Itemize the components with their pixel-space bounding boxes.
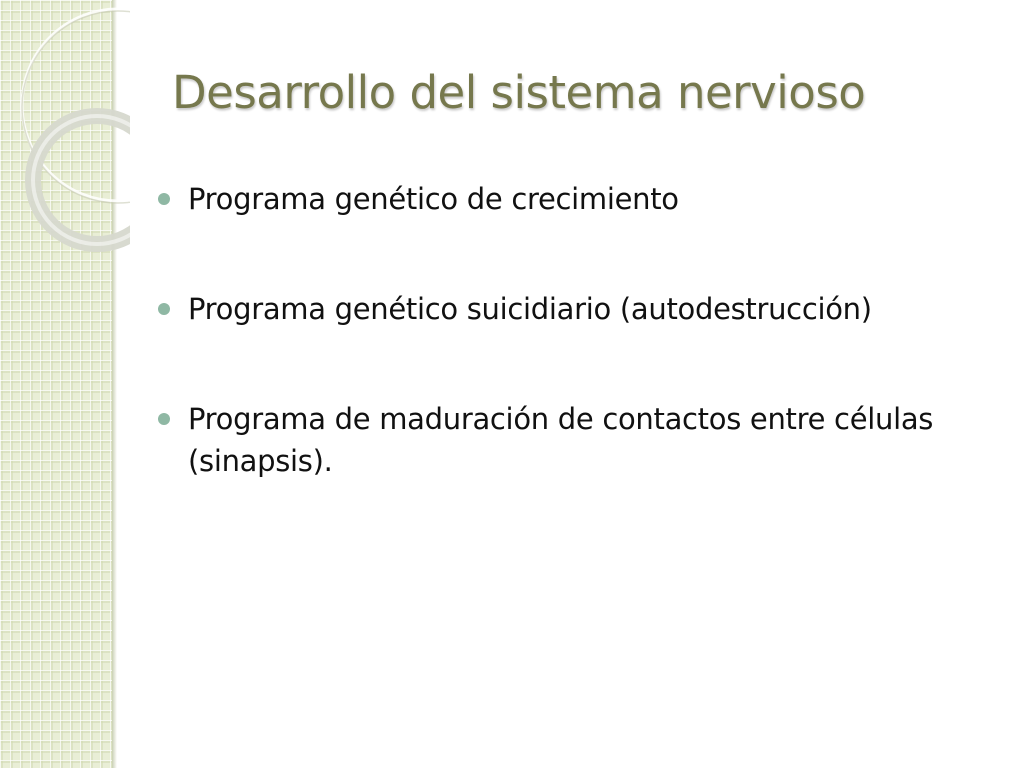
decorative-rings xyxy=(0,0,130,260)
bullet-text: Programa genético suicidiario (autodestrucción) xyxy=(188,292,872,326)
bullet-dot-icon xyxy=(158,303,170,315)
bullet-text: Programa de maduración de contactos entre células (sinapsis). xyxy=(188,402,934,478)
bullet-dot-icon xyxy=(158,193,170,205)
bullet-dot-icon xyxy=(158,413,170,425)
bullet-item xyxy=(158,178,978,220)
small-ring xyxy=(33,116,130,244)
bullet-item xyxy=(158,288,978,330)
slide-title: Desarrollo del sistema nervioso xyxy=(172,66,866,119)
bullet-text: Programa genético de crecimiento xyxy=(188,182,679,216)
bullet-list xyxy=(158,178,978,550)
bullet-item xyxy=(158,398,978,482)
